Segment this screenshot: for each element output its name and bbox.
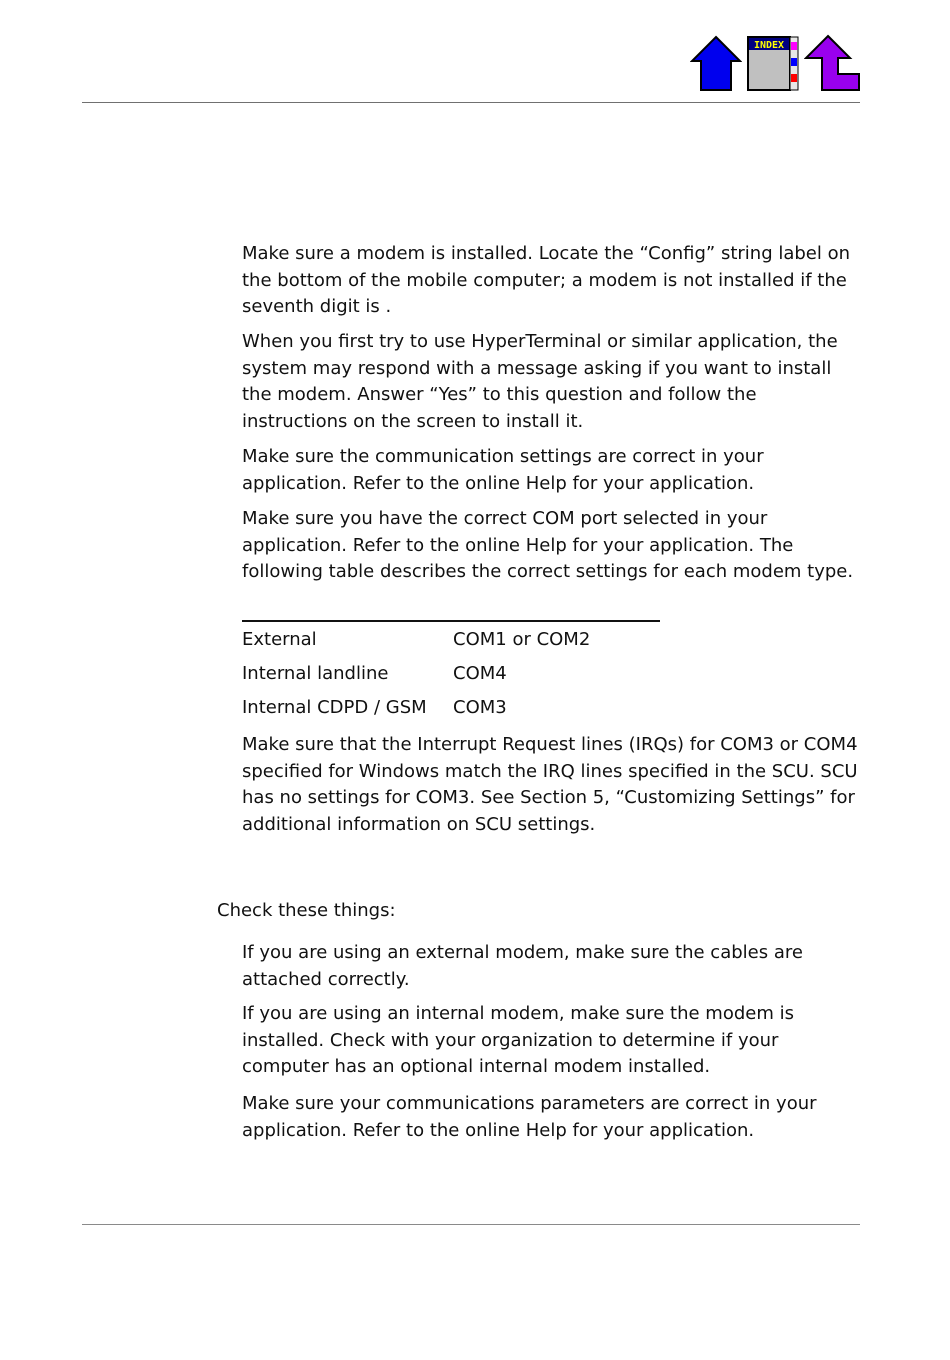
table-row — [242, 627, 842, 653]
com-port-cell: COM4 — [453, 663, 507, 684]
com-port-cell: COM3 — [453, 697, 507, 718]
index-button[interactable] — [746, 34, 800, 97]
modem-type-cell: Internal landline — [242, 663, 389, 684]
com-port-cell: COM1 or COM2 — [453, 629, 591, 650]
up-arrow-icon — [804, 34, 862, 92]
modem-type-cell: External — [242, 629, 317, 650]
table-top-rule — [242, 620, 660, 622]
home-button[interactable] — [690, 34, 742, 97]
paragraph-internal-modem: If you are using an internal modem, make sure the modem is installed. Check with your organization to determine if your computer has an optional internal modem installed. — [242, 1003, 794, 1077]
house-icon — [690, 34, 742, 92]
paragraph-hyperterminal: When you first try to use HyperTerminal or similar application, the system may respond with a message asking if you want to install the modem. Answer “Yes” to this question and follow the instructions on the screen to install it. — [242, 331, 838, 432]
paragraph-external-cables: If you are using an external modem, make sure the cables are attached correctly. — [242, 942, 803, 990]
index-label: INDEX — [753, 40, 785, 51]
footer-divider — [82, 1224, 860, 1225]
navigation-bar — [690, 34, 862, 94]
paragraph-irq: Make sure that the Interrupt Request lines (IRQs) for COM3 or COM4 specified for Windows match the IRQ lines specified in the SCU. SCU has no settings for COM3. See Section 5, “Customizing Settings” for additional information on SCU settings. — [242, 734, 858, 835]
modem-type-cell: Internal CDPD / GSM — [242, 697, 427, 718]
paragraph-communication-parameters: Make sure your communications parameters are correct in your application. Refer to the online Help for your application. — [242, 1093, 817, 1141]
table-row — [242, 695, 842, 721]
table-row — [242, 661, 842, 687]
paragraph-com-port: Make sure you have the correct COM port selected in your application. Refer to the online Help for your application. The following table describes the correct settings for each modem type. — [242, 508, 854, 582]
header-divider — [82, 102, 860, 103]
index-book-icon — [746, 34, 800, 92]
check-intro: Check these things: — [217, 900, 396, 921]
back-button[interactable] — [804, 34, 862, 97]
paragraph-modem-installed: Make sure a modem is installed. Locate the “Config” string label on the bottom of the mobile computer; a modem is not installed if the seventh digit is . — [242, 243, 851, 317]
paragraph-communication-settings: Make sure the communication settings are correct in your application. Refer to the online Help for your application. — [242, 446, 764, 494]
